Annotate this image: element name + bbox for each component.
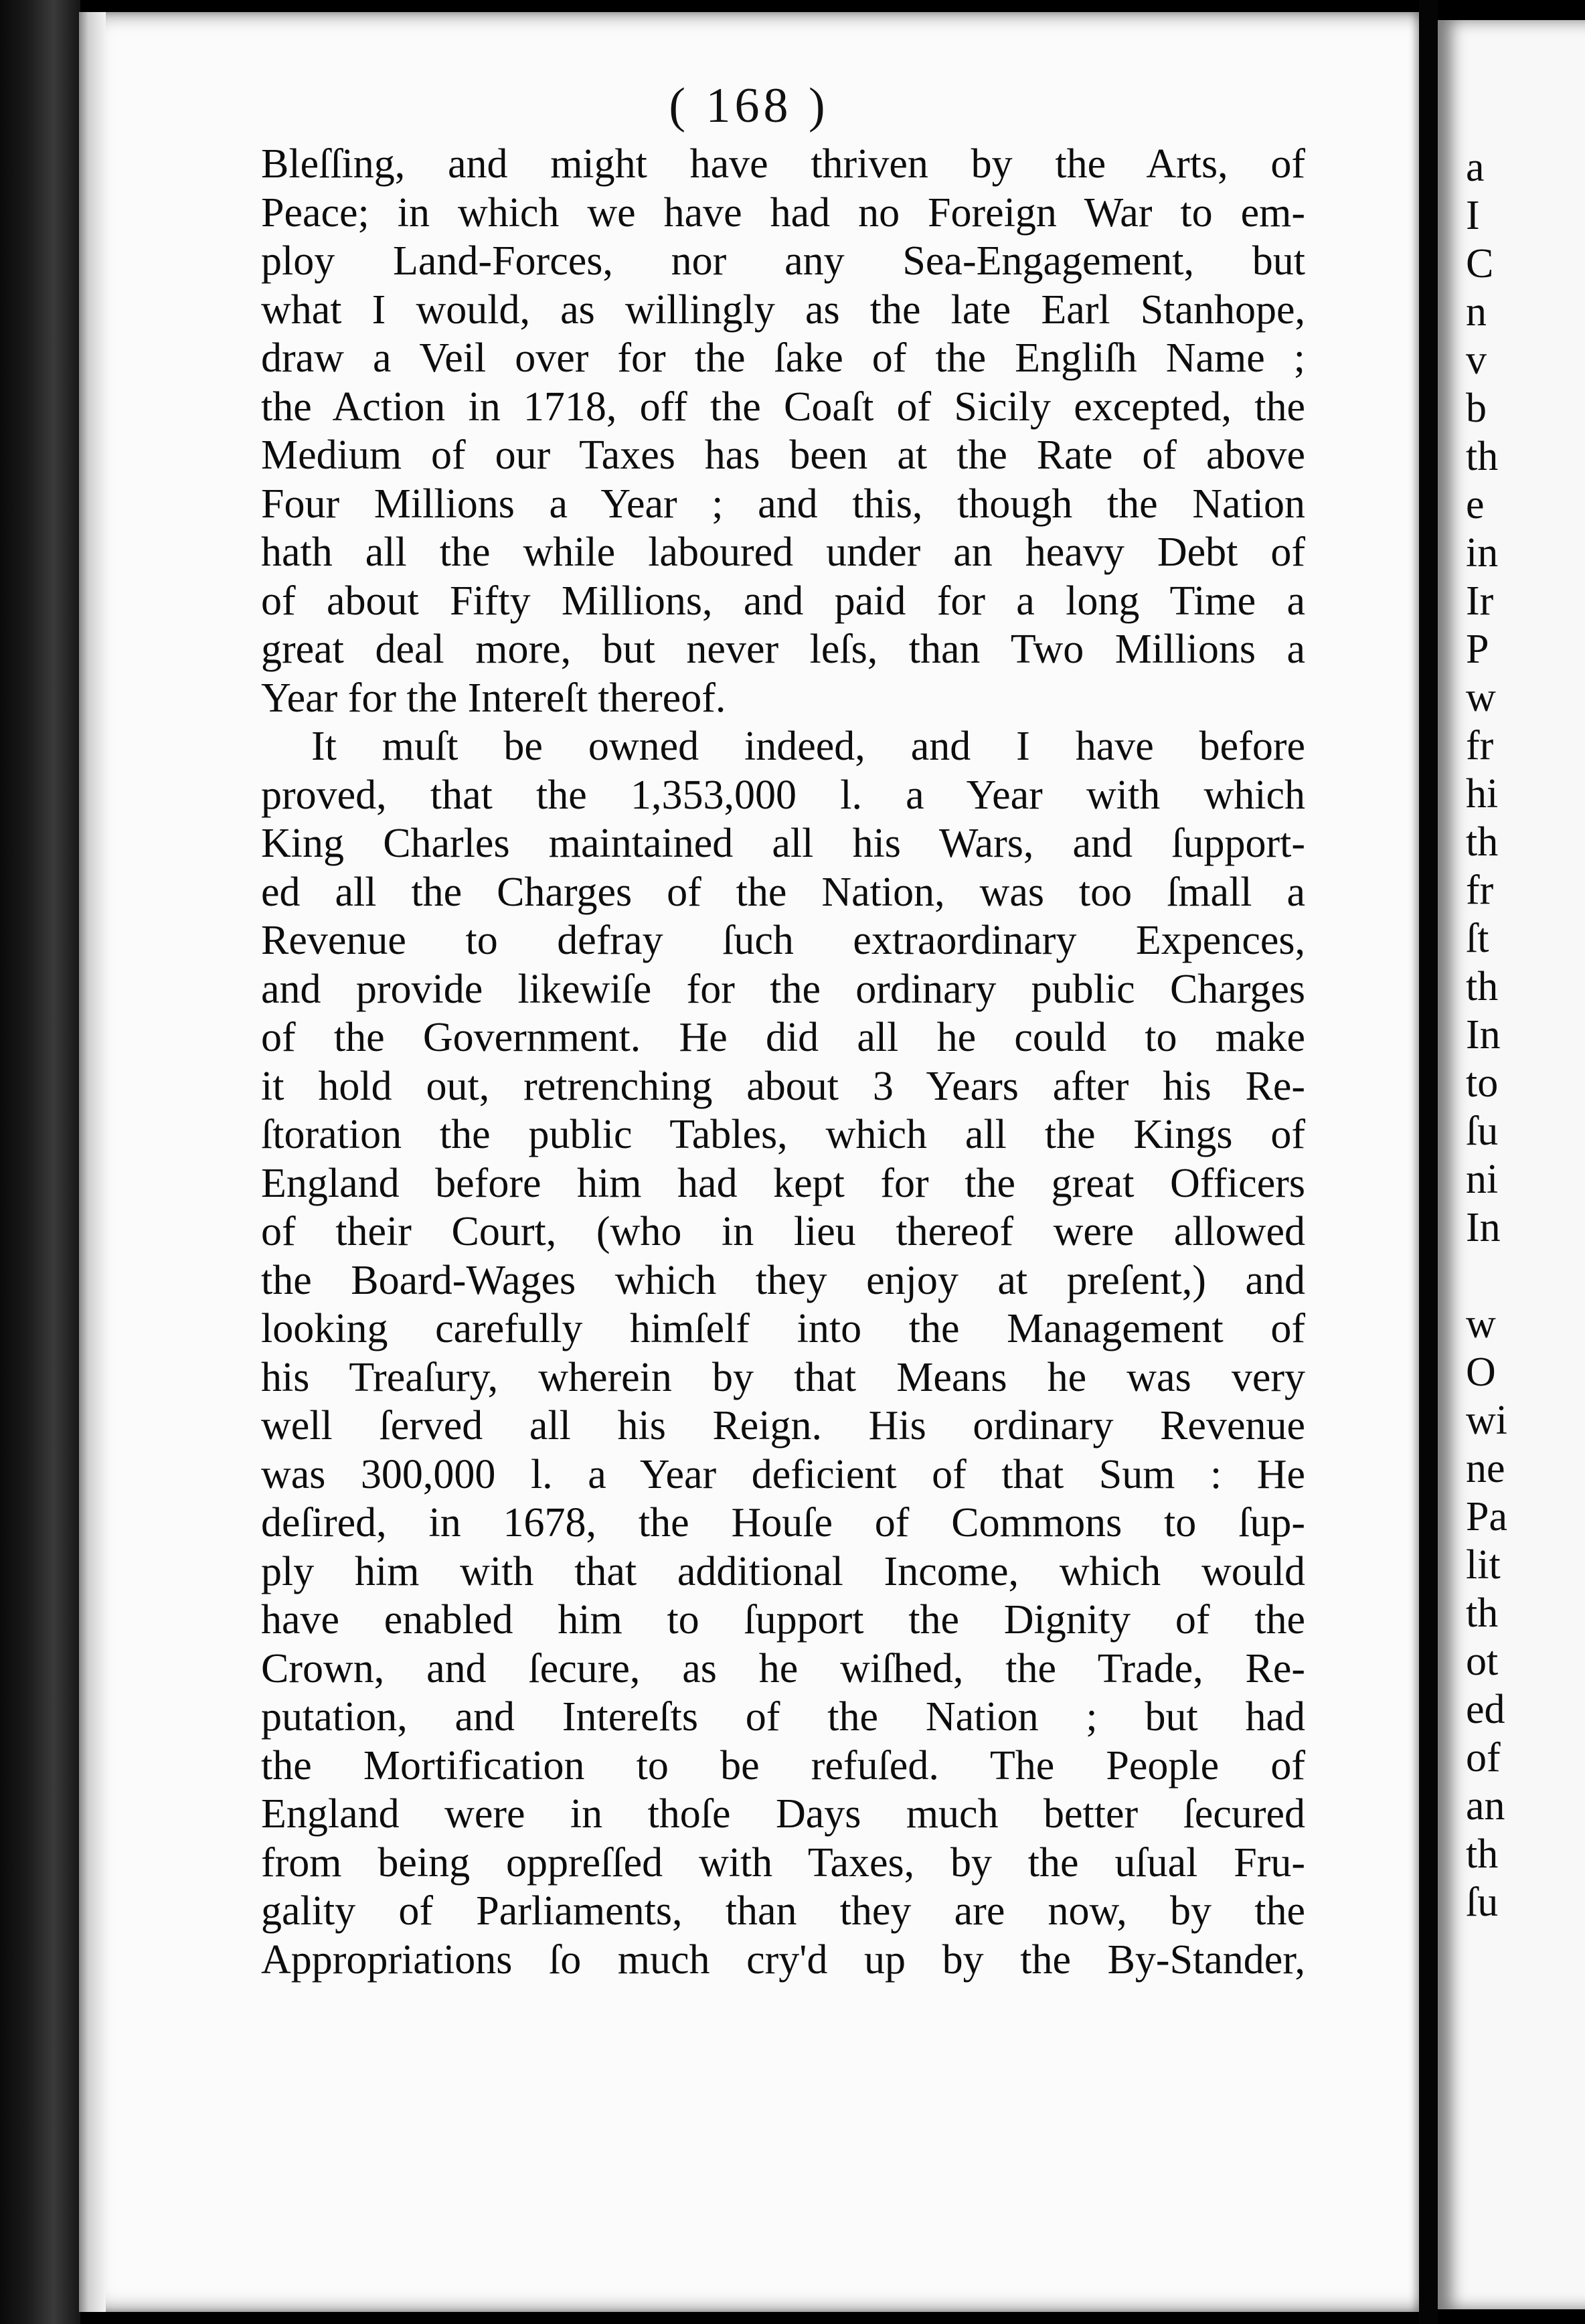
text-line: have enabled him to ſupport the Dignity of the (261, 1597, 1305, 1643)
text-line: his Treaſury, wherein by that Means he was very (261, 1354, 1305, 1400)
text-line: and provide likewiſe for the ordinary public Charges (261, 966, 1305, 1012)
facing-line: ot (1466, 1639, 1499, 1684)
facing-line: w (1466, 675, 1496, 720)
text-line: England before him had kept for the great Officers (261, 1160, 1305, 1206)
facing-line: In (1466, 1205, 1501, 1250)
text-line: looking carefully himſelf into the Management of (261, 1306, 1305, 1351)
text-line: draw a Veil over for the ſake of the Engliſh Name ; (261, 335, 1305, 381)
text-line: of about Fifty Millions, and paid for a long Time a (261, 578, 1305, 624)
text-line: It muſt be owned indeed, and I have before (311, 724, 1305, 769)
facing-line: th (1466, 1590, 1499, 1636)
text-line: great deal more, but never leſs, than Two Millions a (261, 627, 1305, 672)
facing-line: I (1466, 193, 1480, 238)
text-line: Peace; in which we have had no Foreign War to em- (261, 189, 1305, 236)
page-binding-shadow (79, 12, 106, 2312)
facing-line: ni (1466, 1157, 1499, 1202)
text-line: Medium of our Taxes has been at the Rate of above (261, 432, 1305, 478)
facing-line: ſu (1466, 1880, 1499, 1925)
text-line: Bleſſing, and might have thriven by the Arts, of (261, 141, 1305, 187)
text-line: gality of Parliaments, than they are now, by the (261, 1888, 1305, 1934)
facing-line: w (1466, 1301, 1496, 1347)
facing-line: v (1466, 337, 1487, 383)
page-number: ( 168 ) (669, 78, 829, 133)
facing-line: th (1466, 964, 1499, 1009)
facing-line: ne (1466, 1446, 1505, 1491)
text-line: it hold out, retrenching about 3 Years after his Re- (261, 1063, 1305, 1109)
facing-line: In (1466, 1012, 1501, 1058)
facing-line: lit (1466, 1542, 1501, 1588)
text-line: ſtoration the public Tables, which all the Kings of (261, 1112, 1305, 1157)
facing-line: n (1466, 289, 1487, 335)
facing-line: ed (1466, 1687, 1505, 1732)
facing-line: wi (1466, 1398, 1507, 1443)
text-line: Year for the Intereſt thereof. (261, 675, 726, 721)
facing-line: in (1466, 530, 1499, 576)
facing-line: ſt (1466, 916, 1489, 961)
text-line: the Action in 1718, off the Coaſt of Sicily excepted, the (261, 384, 1305, 430)
text-line: putation, and Intereſts of the Nation ; but had (261, 1694, 1305, 1740)
facing-line: e (1466, 482, 1485, 527)
text-line: Four Millions a Year ; and this, though the Nation (261, 481, 1305, 527)
text-line: Appropriations ſo much cry'd up by the By-Stander, (261, 1936, 1305, 1983)
facing-line: O (1466, 1349, 1496, 1395)
facing-line: hi (1466, 771, 1499, 817)
text-line: King Charles maintained all his Wars, and ſupport- (261, 821, 1305, 866)
facing-line: Ir (1466, 578, 1494, 624)
text-line: of their Court, (who in lieu thereof were allowed (261, 1209, 1305, 1254)
text-line: was 300,000 l. a Year deficient of that Sum : He (261, 1451, 1305, 1497)
facing-line: to (1466, 1060, 1499, 1106)
text-line: what I would, as willingly as the late Earl Stanhope, (261, 286, 1305, 333)
text-line: ploy Land-Forces, nor any Sea-Engagement, but (261, 238, 1305, 284)
facing-line: a (1466, 145, 1485, 190)
facing-line: fr (1466, 723, 1494, 768)
text-line: England were in thoſe Days much better ſecured (261, 1791, 1305, 1837)
facing-line: th (1466, 1831, 1499, 1877)
text-line: well ſerved all his Reign. His ordinary Revenue (261, 1403, 1305, 1448)
text-line: ed all the Charges of the Nation, was too ſmall a (261, 869, 1305, 915)
facing-line: fr (1466, 867, 1494, 913)
text-line: of the Government. He did all he could to make (261, 1015, 1305, 1060)
text-line: deſired, in 1678, the Houſe of Commons to ſup- (261, 1500, 1305, 1546)
text-line: proved, that the 1,353,000 l. a Year with which (261, 772, 1305, 818)
text-line: from being oppreſſed with Taxes, by the uſual Fru- (261, 1839, 1305, 1886)
text-line: the Mortification to be refuſed. The People of (261, 1742, 1305, 1789)
text-line: ply him with that additional Income, which would (261, 1548, 1305, 1594)
text-line: Revenue to defray ſuch extraordinary Expences, (261, 918, 1305, 963)
facing-line: th (1466, 819, 1499, 865)
facing-line: C (1466, 241, 1494, 286)
text-line: the Board-Wages which they enjoy at preſent,) and (261, 1257, 1305, 1303)
book-edge-left (0, 0, 80, 2324)
facing-line: of (1466, 1735, 1501, 1780)
text-line: Crown, and ſecure, as he wiſhed, the Trade, Re- (261, 1645, 1305, 1691)
text-line: hath all the while laboured under an heavy Debt of (261, 529, 1305, 575)
facing-line: Pa (1466, 1494, 1507, 1540)
facing-line: th (1466, 434, 1499, 479)
facing-line: P (1466, 627, 1489, 672)
facing-line: ſu (1466, 1108, 1499, 1154)
facing-line: an (1466, 1783, 1505, 1829)
book-gutter (1419, 0, 1438, 2324)
facing-line: b (1466, 386, 1487, 431)
